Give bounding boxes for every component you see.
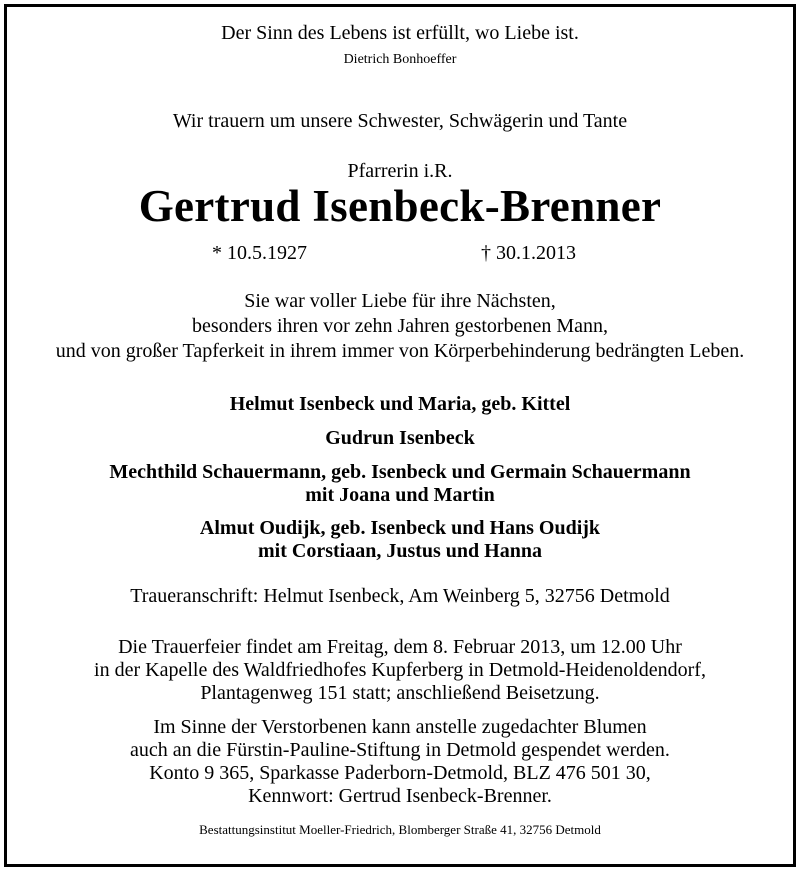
death-date: † 30.1.2013 xyxy=(481,242,576,264)
funeral-home-footer: Bestattungsinstitut Moeller-Friedrich, Blomberger Straße 41, 32756 Detmold xyxy=(199,822,601,837)
mourner-line: mit Joana und Martin xyxy=(305,484,495,506)
mourning-intro: Wir trauern um unsere Schwester, Schwägerin und Tante xyxy=(172,110,628,132)
mourner-line: Mechthild Schauermann, geb. Isenbeck und Germain Schauermann xyxy=(109,461,691,483)
deceased-name: Gertrud Isenbeck-Brenner xyxy=(138,181,662,231)
donation-line: auch an die Fürstin-Pauline-Stiftung in Detmold gespendet werden. xyxy=(130,739,670,761)
mourner-line: Almut Oudijk, geb. Isenbeck und Hans Oudijk xyxy=(199,517,601,539)
deceased-title: Pfarrerin i.R. xyxy=(347,160,453,182)
tribute-line: Sie war voller Liebe für ihre Nächsten, xyxy=(244,290,556,312)
mourner-line: mit Corstiaan, Justus und Hanna xyxy=(258,540,542,562)
service-line: Die Trauerfeier findet am Freitag, dem 8. Februar 2013, um 12.00 Uhr xyxy=(118,636,682,658)
epigraph-quote: Der Sinn des Lebens ist erfüllt, wo Liebe ist. xyxy=(221,22,579,44)
donation-line: Konto 9 365, Sparkasse Paderborn-Detmold, BLZ 476 501 30, xyxy=(149,762,651,784)
donation-line: Kennwort: Gertrud Isenbeck-Brenner. xyxy=(248,785,552,807)
mourning-address: Traueranschrift: Helmut Isenbeck, Am Weinberg 5, 32756 Detmold xyxy=(130,585,670,607)
tribute-line: und von großer Tapferkeit in ihrem immer von Körperbehinderung bedrängten Leben. xyxy=(55,340,745,362)
service-line: in der Kapelle des Waldfriedhofes Kupferberg in Detmold-Heidenoldendorf, xyxy=(94,659,706,681)
service-line: Plantagenweg 151 statt; anschließend Beisetzung. xyxy=(200,682,600,704)
donation-line: Im Sinne der Verstorbenen kann anstelle zugedachter Blumen xyxy=(153,716,647,738)
mourner-line: Gudrun Isenbeck xyxy=(325,427,475,449)
tribute-line: besonders ihren vor zehn Jahren gestorbenen Mann, xyxy=(192,315,608,337)
birth-date: * 10.5.1927 xyxy=(212,242,307,264)
epigraph-author: Dietrich Bonhoeffer xyxy=(343,52,457,67)
mourner-line: Helmut Isenbeck und Maria, geb. Kittel xyxy=(229,393,571,415)
